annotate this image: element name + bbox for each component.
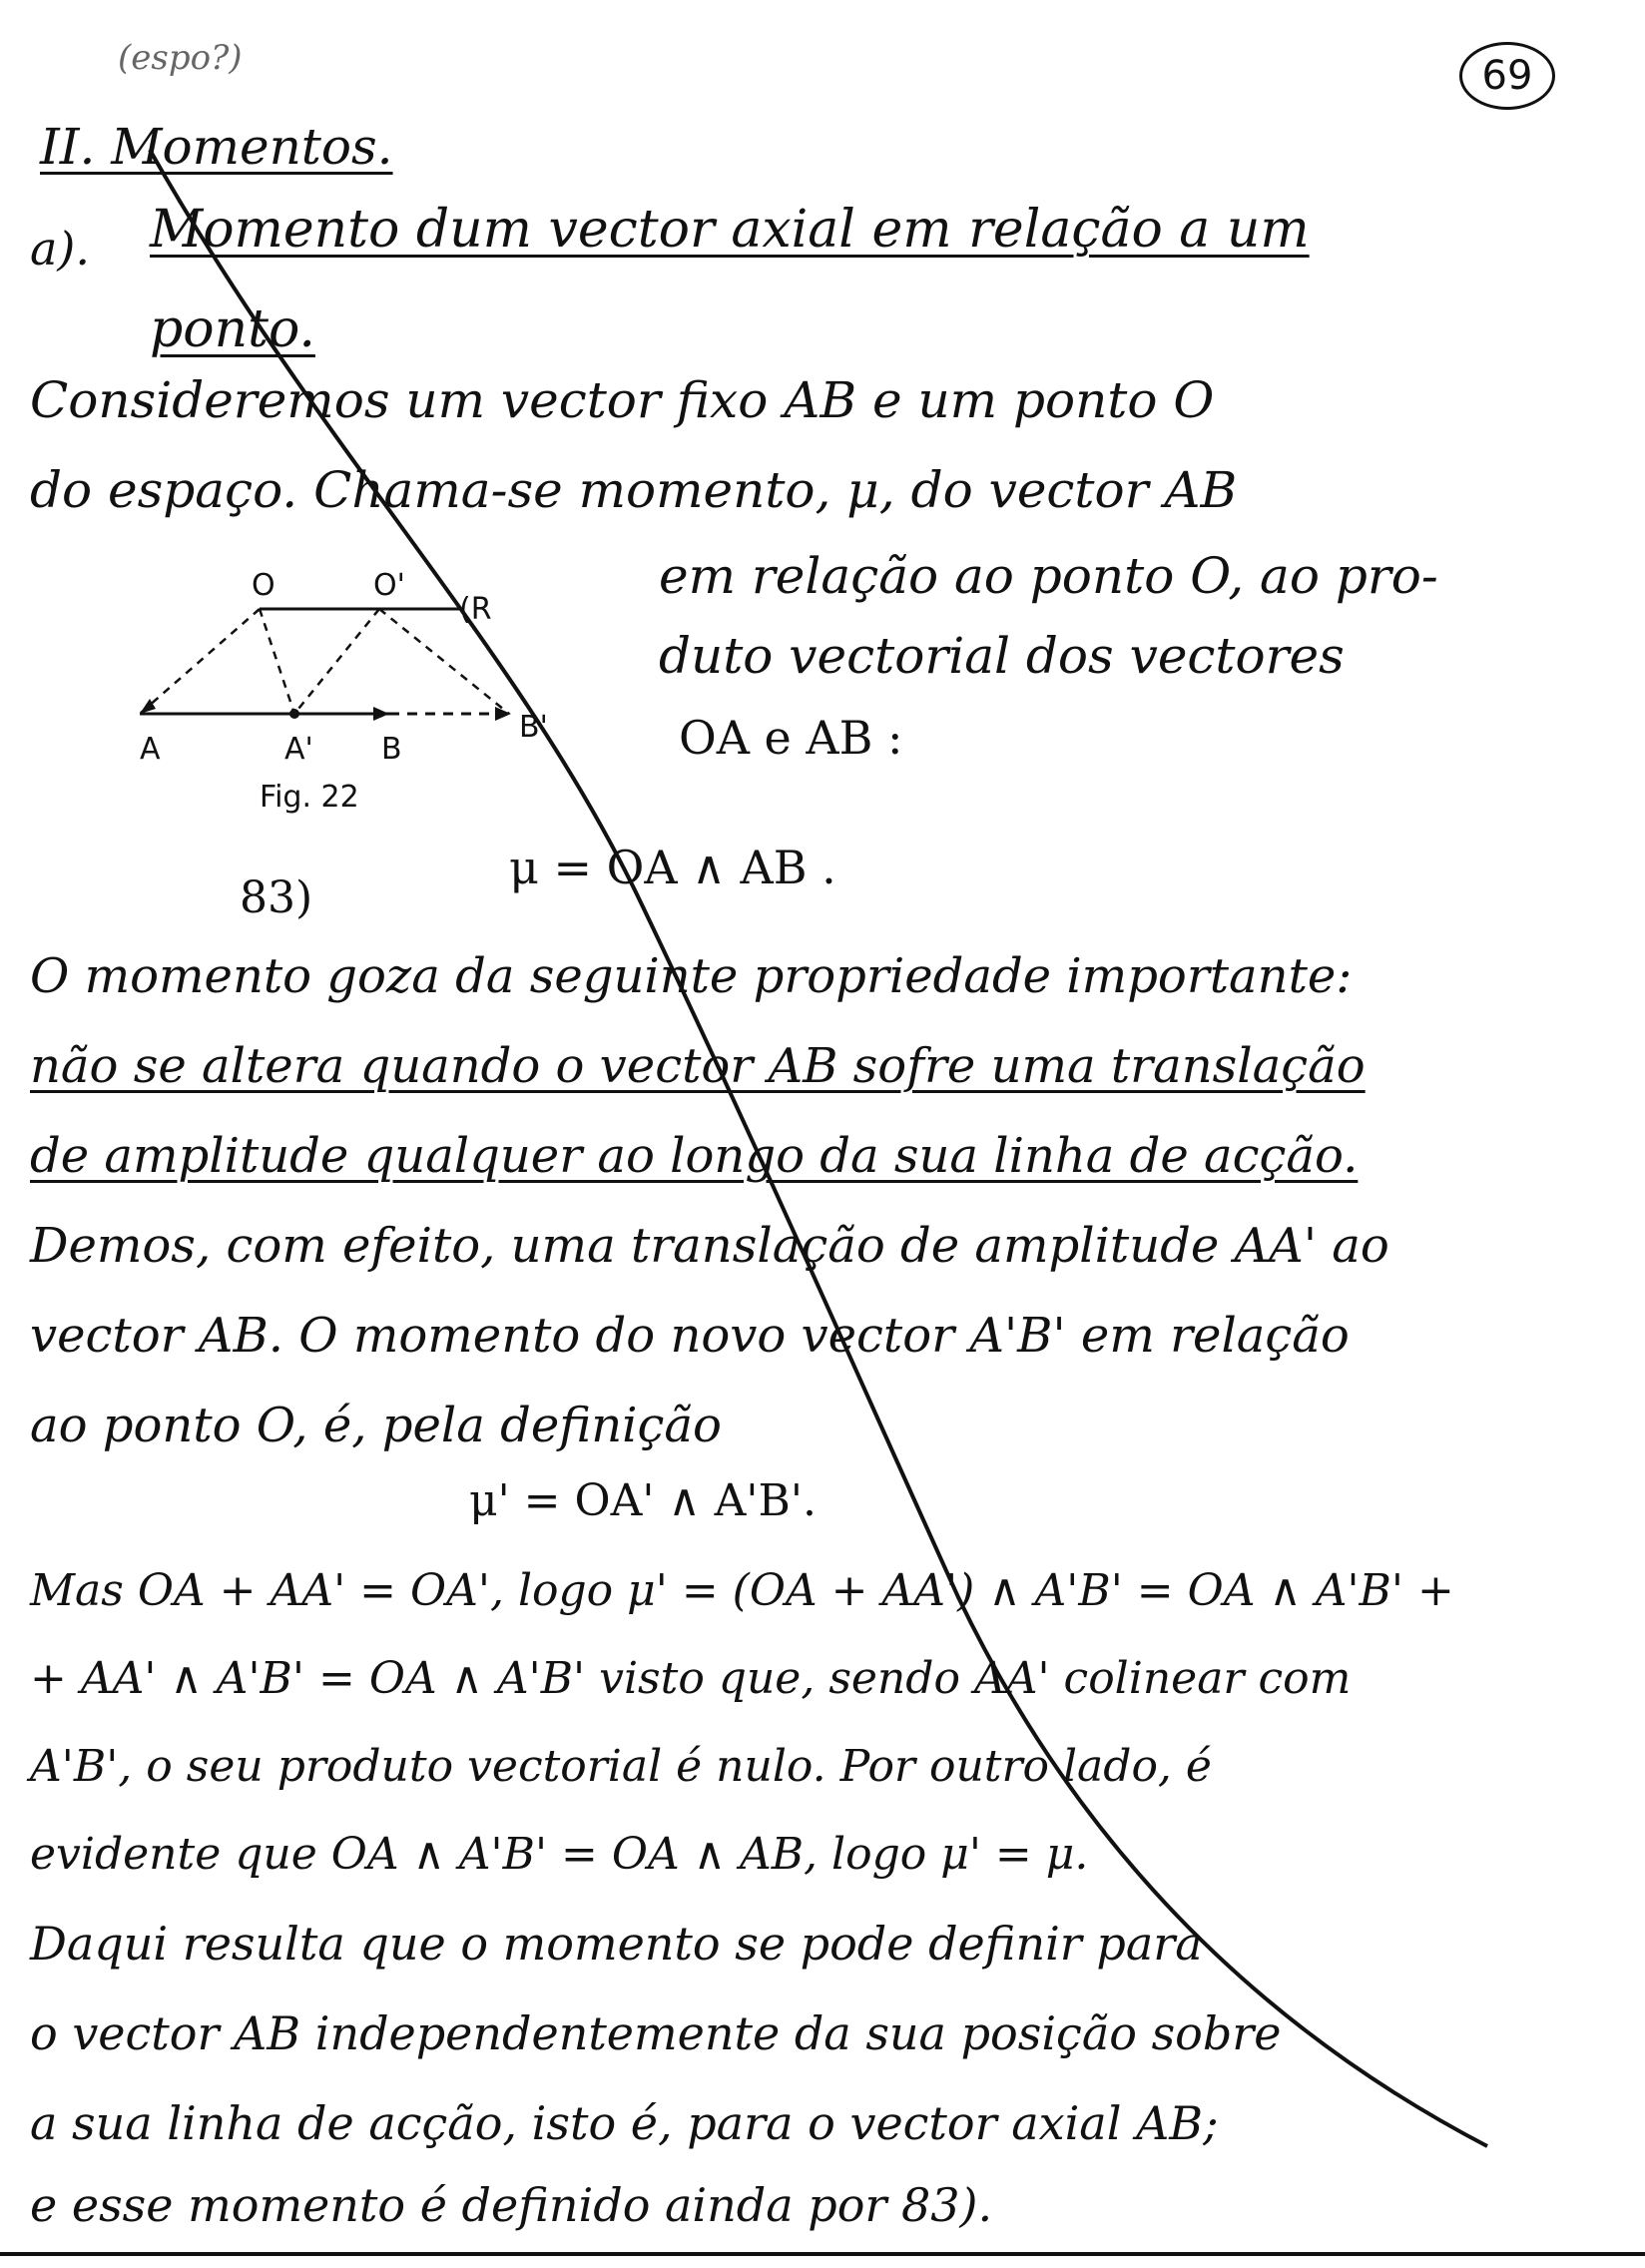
label-o: O (252, 568, 275, 603)
paragraph-line: duto vectorial dos vectores (659, 627, 1345, 685)
point-a-prime (289, 709, 299, 719)
line-o-a-prime (260, 609, 294, 714)
paragraph-line: a sua linha de acção, isto é, para o vector axial AB; (30, 2096, 1219, 2150)
paragraph-line: O momento goza da seguinte propriedade importante: (30, 948, 1353, 1004)
line-o-a (140, 609, 260, 714)
equation-mu-prime: μ' = OA' ∧ A'B'. (469, 1475, 817, 1526)
paragraph-line: Daqui resulta que o momento se pode definir para (30, 1917, 1203, 1971)
paragraph-line: e esse momento é definido ainda por 83). (30, 2178, 993, 2232)
paragraph-line: de amplitude qualquer ao longo da sua linha de acção. (30, 1128, 1359, 1184)
subsection-title-line2: ponto. (150, 299, 315, 359)
bottom-edge-line (0, 2252, 1645, 2256)
paragraph-line: A'B', o seu produto vectorial é nulo. Por outro lado, é (30, 1741, 1212, 1792)
label-b: B (381, 732, 402, 767)
equation-label: 83) (240, 872, 313, 923)
paragraph-line: vector AB. O momento do novo vector A'B' em relação (30, 1308, 1350, 1364)
label-a: A (140, 732, 161, 767)
page-number: 69 (1459, 42, 1555, 110)
equation-83: μ = OA ∧ AB . (509, 841, 836, 894)
paragraph-line: não se altera quando o vector AB sofre uma translação (30, 1038, 1366, 1094)
paragraph-line: Demos, com efeito, uma translação de amplitude AA' ao (30, 1218, 1389, 1274)
paragraph-line: Consideremos um vector fixo AB e um ponto O (30, 371, 1215, 429)
paragraph-line: em relação ao ponto O, ao pro- (659, 547, 1438, 605)
line-o-prime-a-prime (294, 609, 379, 714)
paragraph-line: o vector AB independentemente da sua posição sobre (30, 2006, 1282, 2060)
label-b-prime: B' (519, 710, 548, 745)
label-o-prime: O' (373, 568, 405, 603)
paragraph-line: do espaço. Chama-se momento, μ, do vector AB (30, 461, 1238, 519)
paragraph-line: OA e AB : (679, 711, 903, 765)
arrow-head-b (373, 707, 389, 721)
paragraph-line: ao ponto O, é, pela definição (30, 1398, 722, 1453)
figure-caption: Fig. 22 (260, 780, 359, 815)
paragraph-line: Mas OA + AA' = OA', logo μ' = (OA + AA') ∧ A'B' = OA ∧ A'B' + (30, 1565, 1454, 1616)
subsection-title-line1: Momento dum vector axial em relação a um (150, 200, 1310, 260)
label-line-r: (R (459, 592, 492, 627)
subsection-label: a). (30, 222, 90, 276)
paragraph-line: evidente que OA ∧ A'B' = OA ∧ AB, logo μ' = μ. (30, 1829, 1089, 1880)
vector-diagram-figure (120, 559, 639, 819)
corner-note: (espo?) (118, 38, 243, 78)
section-title: II. Momentos. (40, 118, 393, 176)
paragraph-line: + AA' ∧ A'B' = OA ∧ A'B' visto que, sendo AA' colinear com (30, 1653, 1352, 1704)
label-a-prime: A' (284, 732, 313, 767)
